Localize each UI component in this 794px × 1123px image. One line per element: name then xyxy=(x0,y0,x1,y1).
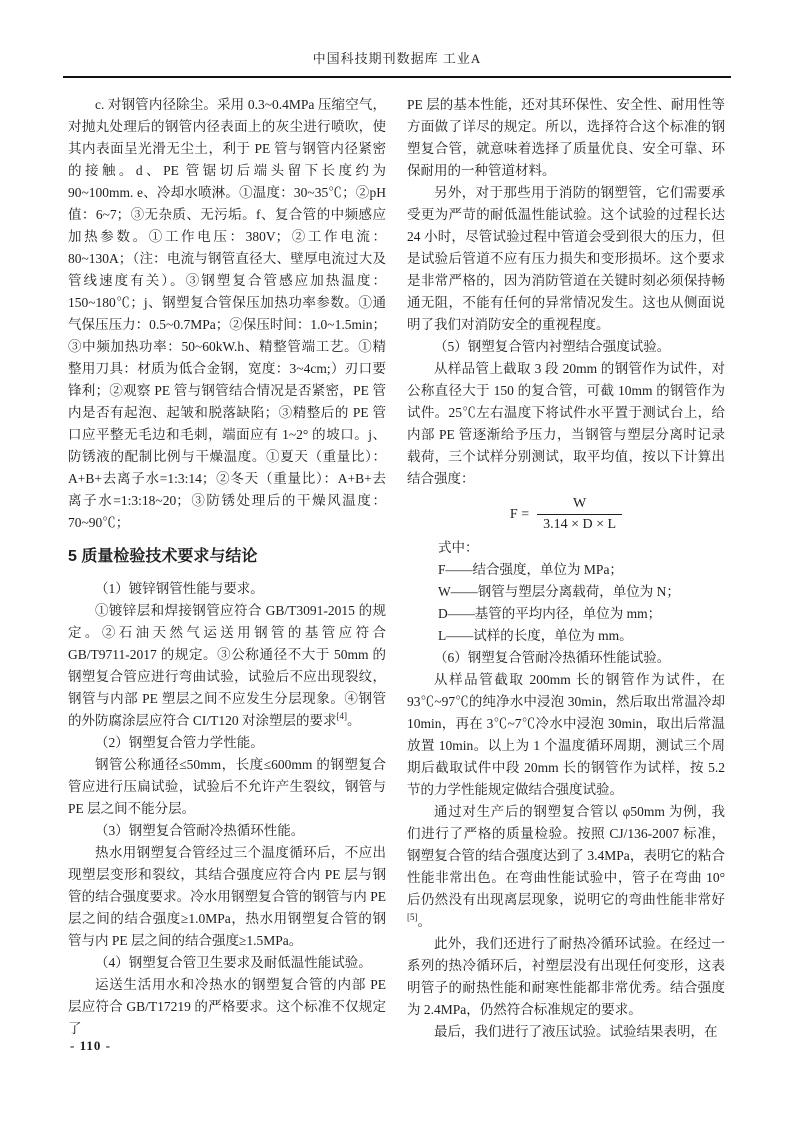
paragraph: 运送生活用水和冷热水的钢塑复合管的内部 PE 层应符合 GB/T17219 的严格要求。这个标准不仅规定了 xyxy=(68,977,386,1036)
paragraph: 此外，我们还进行了耐热冷循环试验。在经过一系列的热冷循环后，衬塑层没有出现任何变形，这表明管子的耐热性能和耐寒性能都非常优秀。结合强度为 2.4MPa，仍然符合标准规定的要求。 xyxy=(407,936,725,1017)
content-columns xyxy=(68,94,726,1043)
citation-marker: [5] xyxy=(407,912,418,922)
paragraph: 热水用钢塑复合管经过三个温度循环后，不应出现塑层变形和裂纹，其结合强度应符合内 PE 层与钢管的结合强度要求。冷水用钢塑复合管的钢管与内 PE 层之间的结合强度≥1.0MPa，热水用钢塑复合管的钢管与内 PE 层之间的结合强度≥1.5MPa。 xyxy=(68,845,386,948)
paragraph-text: 通过对生产后的钢塑复合管以 φ50mm 为例，我们进行了严格的质量检验。按照 CJ/136-2007 标准，钢塑复合管的结合强度达到了 3.4MPa，表明它的粘合性能非常出色。在弯曲性能试验中，管子在弯曲 10° 后仍然没有出现离层现象，说明它的弯曲性能非常好 xyxy=(407,804,725,907)
right-column xyxy=(407,94,725,1043)
page-number: - 110 - xyxy=(70,1038,111,1053)
paragraph-text: 。 xyxy=(347,713,361,728)
section-heading: 5 质量检验技术要求与结论 xyxy=(68,548,258,565)
formula xyxy=(407,495,725,534)
formula-lhs: F = xyxy=(509,506,530,522)
formula-fraction xyxy=(537,495,622,534)
list-item-title: （4）钢塑复合管卫生要求及耐低温性能试验。 xyxy=(95,955,372,970)
paragraph-text: ①镀锌层和焊接钢管应符合 GB/T3091-2015 的规定。②石油天然气运送用钢管的基管应符合 GB/T9711-2017 的规定。③公称通径不大于 50mm 的钢塑复合管应进行弯曲试验，试验后不应出现裂纹，钢管与内部 PE 塑层之间不应发生分层现象。④钢管的外防腐涂层应符合 CI/T120 对涂塑层的要求 xyxy=(68,603,386,728)
left-column xyxy=(68,94,386,1043)
paragraph: 从样品管截取 200mm 长的钢管作为试件，在 93℃~97℃的纯净水中浸泡 30min，然后取出常温冷却 10min，再在 3℃~7℃冷水中浸泡 30min，取出后常温放置 10min。以上为 1 个温度循环周期，测试三个周期后截取试件中段 20mm 长的钢管作为试样，按 5.2 节的力学性能规定做结合强度试验。 xyxy=(407,672,725,797)
list-item-title: （6）钢塑复合管耐冷热循环性能试验。 xyxy=(434,650,671,665)
paragraph: 钢管公称通径≤50mm，长度≤600mm 的钢塑复合管应进行压扁试验，试验后不允许产生裂纹，钢管与 PE 层之间不能分层。 xyxy=(68,757,386,816)
formula-definition: L——试样的长度，单位为 mm。 xyxy=(438,628,633,643)
formula-where-label: 式中： xyxy=(438,540,479,555)
list-item-title: （3）钢塑复合管耐冷热循环性能。 xyxy=(95,823,305,838)
formula-definition: D——基管的平均内径，单位为 mm； xyxy=(438,606,662,621)
journal-title: 中国科技期刊数据库 工业A xyxy=(312,51,482,66)
formula-definition: W——钢管与塑层分离载荷，单位为 N； xyxy=(438,584,680,599)
paragraph: 从样品管上截取 3 段 20mm 的钢管作为试件，对公称直径大于 150 的复合管，可截 10mm 的钢管作为试件。25℃左右温度下将试件水平置于测试台上，给内部 PE 管逐渐给予压力，当钢管与塑层分离时记录载荷，三个试样分别测试，取平均值，按以下计算出结合强度： xyxy=(407,361,725,486)
paragraph: 最后，我们进行了液压试验。试验结果表明，在 xyxy=(434,1024,718,1039)
formula-numerator: W xyxy=(572,496,587,511)
paragraph-text: 。 xyxy=(417,914,431,929)
formula-definition: F——结合强度，单位为 MPa； xyxy=(438,562,623,577)
list-item-title: （2）钢塑复合管力学性能。 xyxy=(95,735,264,750)
list-item-title: （5）钢塑复合管内衬塑结合强度试验。 xyxy=(434,339,671,354)
formula-denominator: 3.14 × D × L xyxy=(537,514,622,534)
paragraph: c. 对钢管内径除尘。采用 0.3~0.4MPa 压缩空气，对抛丸处理后的钢管内径表面上的灰尘进行喷吹，使其内表面呈光滑无尘土，利于 PE 管与钢管内径紧密的接触。d、PE 管锯切后端头留下长度约为 90~100mm. e、冷却水喷淋。①温度：30~35℃；②pH 值：6~7；③无杂质、无污垢。f、复合管的中频感应加热参数。①工作电压：380V；②工作电流：80~130A；（注：电流与钢管直径大、壁厚电流过大及管线速度有关）。③钢塑复合管感应加热温度：150~180℃；j、钢塑复合管保压加热功率参数。①通气保压压力：0.5~0.7MPa；②保压时间：1.0~1.5min；③中频加热功率：50~60kW.h、精整管端工艺。①精整用刀具：材质为低合金钢，宽度：3~4cm;）刃口要锋利；②观察 PE 管与钢管结合情况是否紧密，PE 管内是否有起泡、起皱和脱落缺陷；③精整后的 PE 管口应平整无毛边和毛刺，端面应有 1~2° 的坡口。j、防锈液的配制比例与干燥温度。①夏天（重量比）：A+B+去离子水=1:3:14；②冬天（重量比）：A+B+去离子水=1:3:18~20；③防锈处理后的干燥风温度：70~90℃； xyxy=(68,97,386,530)
paragraph xyxy=(407,801,725,933)
citation-marker: [4] xyxy=(336,711,347,721)
paragraph: PE 层的基本性能，还对其环保性、安全性、耐用性等方面做了详尽的规定。所以，选择符合这个标准的钢塑复合管，就意味着选择了质量优良、安全可靠、环保耐用的一种管道材料。 xyxy=(407,97,725,178)
paragraph xyxy=(68,600,386,732)
journal-header xyxy=(63,48,731,78)
paragraph: 另外，对于那些用于消防的钢塑管，它们需要承受更为严苛的耐低温性能试验。这个试验的过程长达 24 小时，尽管试验过程中管道会受到很大的压力，但是试验后管道不应有压力损失和变形损坏。这个要求是非常严格的，因为消防管道在关键时刻必须保持畅通无阻，不能有任何的异常情况发生。这也从侧面说明了我们对消防安全的重视程度。 xyxy=(407,185,725,332)
list-item-title: （1）镀锌钢管性能与要求。 xyxy=(95,581,264,596)
